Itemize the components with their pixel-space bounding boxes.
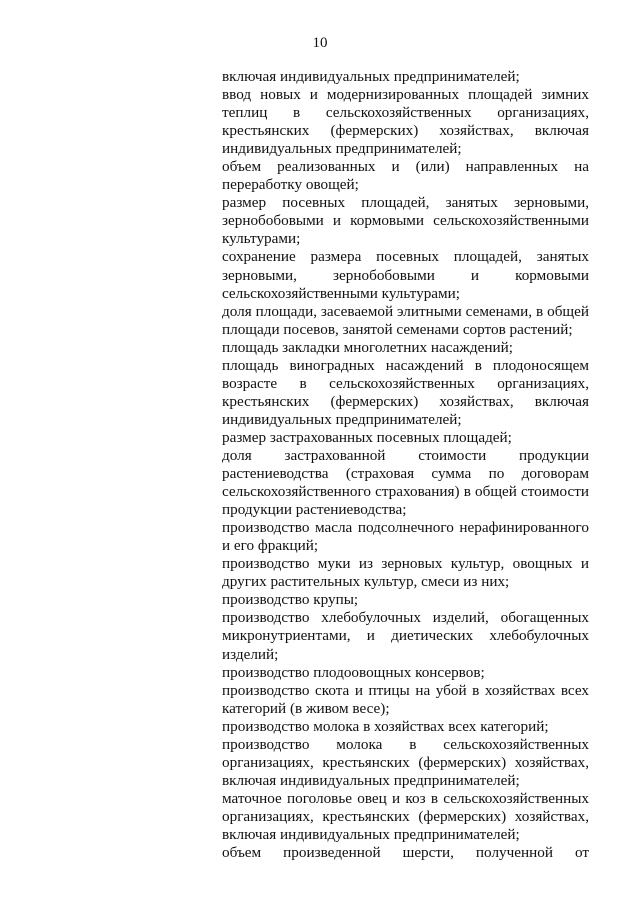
indicator-list — [222, 68, 589, 862]
list-item: маточное поголовье овец и коз в сельскохозяйственных организациях, крестьянских (фермерских) хозяйствах, включая индивидуальных предпринимателей; — [222, 789, 589, 843]
list-item: ввод новых и модернизированных площадей зимних теплиц в сельскохозяйственных организациях, крестьянских (фермерских) хозяйствах, включая индивидуальных предпринимателей; — [222, 86, 589, 158]
list-item: объем произведенной шерсти, полученной от — [222, 844, 589, 862]
page-number: 10 — [312, 35, 328, 51]
list-item: производство молока в сельскохозяйственных организациях, крестьянских (фермерских) хозяйствах, включая индивидуальных предпринимателей; — [222, 735, 589, 789]
list-item: доля застрахованной стоимости продукции растениеводства (страховая сумма по договорам сельскохозяйственного страхования) в общей стоимости продукции растениеводства; — [222, 446, 589, 519]
list-item: производство крупы; — [222, 591, 359, 609]
list-item: объем реализованных и (или) направленных на переработку овощей; — [222, 158, 589, 194]
list-item: производство молока в хозяйствах всех категорий; — [222, 717, 549, 735]
list-item: сохранение размера посевных площадей, занятых зерновыми, зернобобовыми и кормовыми сельскохозяйственными культурами; — [222, 248, 589, 302]
list-item: производство плодоовощных консервов; — [222, 663, 485, 681]
list-item: производство масла подсолнечного нерафинированного и его фракций; — [222, 519, 589, 555]
list-item: площадь виноградных насаждений в плодоносящем возрасте в сельскохозяйственных организациях, крестьянских (фермерских) хозяйствах, включая индивидуальных предпринимателей; — [222, 356, 589, 428]
list-item: размер застрахованных посевных площадей; — [222, 428, 512, 446]
list-item: размер посевных площадей, занятых зерновыми, зернобобовыми и кормовыми сельскохозяйственными культурами; — [222, 194, 589, 248]
list-item: производство муки из зерновых культур, овощных и других растительных культур, смеси из них; — [222, 555, 589, 591]
list-item: площадь закладки многолетних насаждений; — [222, 338, 513, 356]
list-item: включая индивидуальных предпринимателей; — [222, 68, 520, 85]
list-item: доля площади, засеваемой элитными семенами, в общей площади посевов, занятой семенами сортов растений; — [222, 302, 589, 338]
list-item: производство хлебобулочных изделий, обогащенных микронутриентами, и диетических хлебобулочных изделий; — [222, 609, 589, 663]
list-item: производство скота и птицы на убой в хозяйствах всех категорий (в живом весе); — [222, 681, 589, 717]
